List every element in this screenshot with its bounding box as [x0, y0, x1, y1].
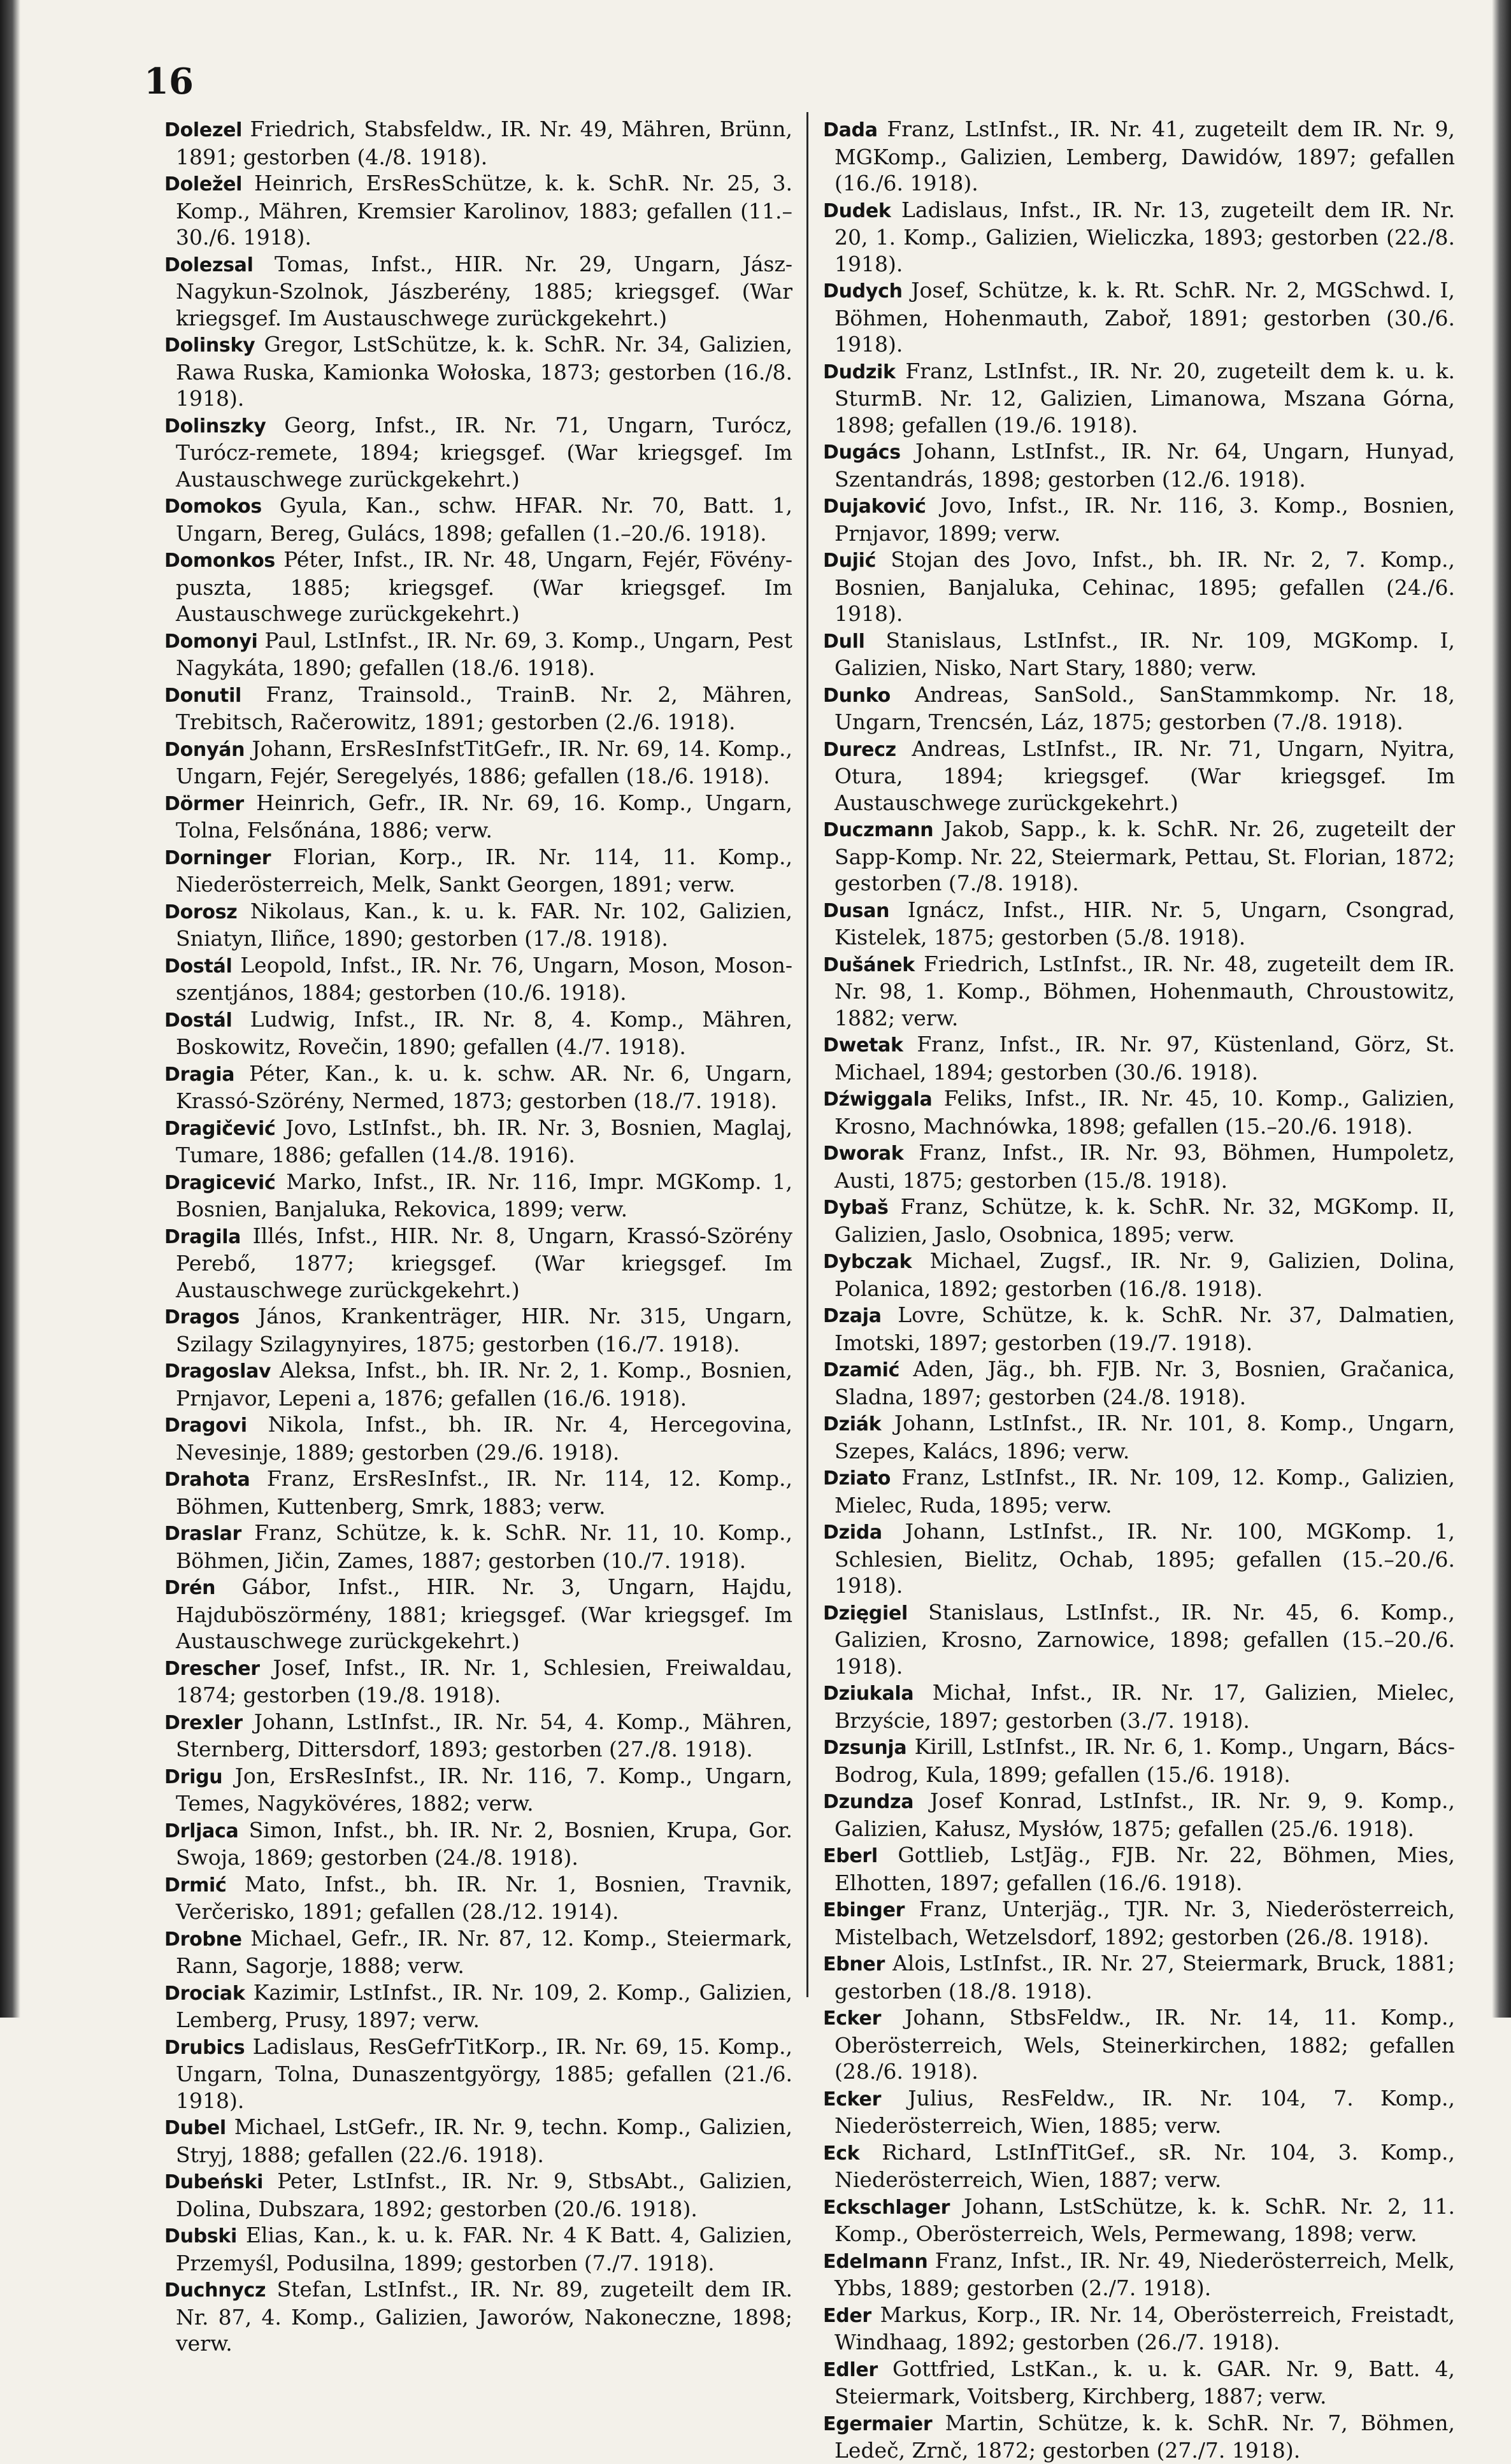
- entry-details: Stanislaus, LstInfst., IR. Nr. 109, MGKomp. I, Galizien, Nisko, Nart Stary, 1880; verw.: [834, 627, 1455, 680]
- surname: Dostál: [164, 1009, 233, 1032]
- surname: Drobne: [164, 1928, 242, 1951]
- entry-details: Stojan des Jovo, Infst., bh. IR. Nr. 2, 7. Komp., Bosnien, Banjaluka, Cehinac, 1895; gefallen (24./6. 1918).: [834, 547, 1455, 626]
- casualty-entry: [823, 116, 1455, 197]
- column-divider: [806, 112, 808, 1997]
- entry-details: Josef Konrad, LstInfst., IR. Nr. 9, 9. Komp., Galizien, Kałusz, Mysłów, 1875; gefallen (25./6. 1918).: [834, 1788, 1455, 1841]
- surname: Dunko: [823, 684, 891, 707]
- entry-details: Stefan, LstInfst., IR. Nr. 89, zugeteilt dem IR. Nr. 87, 4. Komp., Galizien, Jaworów, Nakonecznе, 1898; verw.: [176, 2277, 792, 2356]
- entry-details: Péter, Kan., k. u. k. schw. AR. Nr. 6, Ungarn, Krassó-Szörény, Nermed, 1873; gestorben (18./7. 1918).: [176, 1060, 792, 1113]
- surname: Drljaca: [164, 1820, 239, 1842]
- surname: Dybaš: [823, 1197, 889, 1219]
- casualty-entry: [164, 1871, 792, 1925]
- surname: Duchnycz: [164, 2279, 266, 2302]
- entry-details: Alois, LstInfst., IR. Nr. 27, Steiermark, Bruck, 1881; gestorben (18./8. 1918).: [834, 1951, 1455, 2004]
- casualty-entry: [823, 1599, 1455, 1680]
- entry-details: Franz, Infst., IR. Nr. 49, Niederösterreich, Melk, Ybbs, 1889; gestorben (2./7. 1918).: [834, 2247, 1455, 2300]
- surname: Dzamić: [823, 1359, 900, 1381]
- surname: Drociak: [164, 1982, 245, 2005]
- casualty-entry: [164, 2114, 792, 2168]
- surname: Dudzik: [823, 360, 896, 383]
- casualty-entry: [164, 1574, 792, 1655]
- surname: Dybczak: [823, 1251, 912, 1273]
- entry-details: Heinrich, Gefr., IR. Nr. 69, 16. Komp., Ungarn, Tolna, Felsőnána, 1886; verw.: [176, 790, 792, 843]
- surname: Duczmann: [823, 819, 934, 841]
- casualty-entry: [164, 898, 792, 952]
- casualty-entry: [823, 197, 1455, 278]
- scan-edge-right: [1492, 0, 1511, 2018]
- casualty-entry: [164, 1223, 792, 1304]
- casualty-entry: [164, 251, 792, 332]
- entry-details: Ludwig, Infst., IR. Nr. 8, 4. Komp., Mähren, Boskowitz, Rovečin, 1890; gefallen (4./7. 1918).: [176, 1006, 793, 1059]
- entry-details: Gregor, LstSchütze, k. k. SchR. Nr. 34, Galizien, Rawa Ruska, Kamionka Wołoska, 1873; gestorben (16./8. 1918).: [176, 332, 792, 411]
- surname: Dragičević: [164, 1117, 276, 1140]
- casualty-entry: [164, 1060, 792, 1114]
- casualty-entry: [823, 2302, 1455, 2356]
- casualty-entry: [164, 736, 792, 790]
- casualty-entry: [823, 358, 1455, 439]
- surname: Drubics: [164, 2036, 245, 2059]
- entry-details: Josef, Infst., IR. Nr. 1, Schlesien, Freiwaldau, 1874; gestorben (19./8. 1918).: [176, 1655, 792, 1707]
- casualty-entry: [164, 1520, 792, 1574]
- entry-details: Ladislaus, Infst., IR. Nr. 13, zugeteilt dem IR. Nr. 20, 1. Komp., Galizien, Wieliczka, 1893; gestorben (22./8. 1918).: [834, 197, 1455, 276]
- surname: Dusan: [823, 899, 890, 922]
- casualty-entry: [823, 1896, 1455, 1950]
- surname: Dzida: [823, 1521, 882, 1544]
- casualty-entry: [164, 952, 792, 1006]
- casualty-entry: [823, 1085, 1455, 1139]
- surname: Doležel: [164, 173, 243, 196]
- casualty-entry: [823, 1356, 1455, 1410]
- entry-details: Stanislaus, LstInfst., IR. Nr. 45, 6. Komp., Galizien, Krosno, Zarnowice, 1898; gefallen (15.–20./6. 1918).: [834, 1599, 1455, 1679]
- entry-details: János, Krankenträger, HIR. Nr. 315, Ungarn, Szilagy Szilagynyires, 1875; gestorben (16./7. 1918).: [176, 1304, 793, 1357]
- page-number: 16: [144, 61, 194, 103]
- casualty-entry: [823, 1139, 1455, 1193]
- entry-details: Jovo, LstInfst., bh. IR. Nr. 3, Bosnien, Maglaj, Tumare, 1886; gefallen (14./8. 1916).: [176, 1114, 792, 1167]
- entry-details: Gottfried, LstKan., k. u. k. GAR. Nr. 9, Batt. 4, Steiermark, Voitsberg, Kirchberg, 1887; verw.: [834, 2356, 1455, 2409]
- surname: Dolinszky: [164, 415, 266, 438]
- entry-details: Andreas, LstInfst., IR. Nr. 71, Ungarn, Nyitra, Otura, 1894; kriegsgef. (War kriegsgef. Im Austauschwege zurückgekehrt.): [834, 736, 1455, 815]
- casualty-entry: [823, 627, 1455, 681]
- casualty-entry: [823, 2193, 1455, 2247]
- surname: Drén: [164, 1577, 216, 1599]
- entry-details: Kirill, LstInfst., IR. Nr. 6, 1. Komp., Ungarn, Bács-Bodrog, Kula, 1899; gefallen (15./6. 1918).: [834, 1734, 1455, 1787]
- entry-details: Franz, Trainsold., TrainB. Nr. 2, Mähren, Trebitsch, Račerowitz, 1891; gestorben (2./6. 1918).: [176, 681, 792, 734]
- surname: Dubeński: [164, 2171, 264, 2193]
- entry-details: Johann, LstInfst., IR. Nr. 64, Ungarn, Hunyad, Szentandrás, 1898; gestorben (12./6. 1918).: [834, 439, 1455, 492]
- casualty-entry: [164, 412, 792, 493]
- surname: Dzsunja: [823, 1737, 907, 1759]
- entry-details: Franz, LstInfst., IR. Nr. 41, zugeteilt dem IR. Nr. 9, MGKomp., Galizien, Lemberg, Dawidów, 1897; gefallen (16./6. 1918).: [834, 117, 1455, 196]
- casualty-entry: [164, 331, 792, 412]
- casualty-entry: [823, 1031, 1455, 1085]
- casualty-entry: [823, 1734, 1455, 1788]
- casualty-entry: [164, 170, 792, 251]
- entry-details: Lovre, Schütze, k. k. SchR. Nr. 37, Dalmatien, Imotski, 1897; gestorben (19./7. 1918).: [834, 1302, 1455, 1355]
- surname: Dźwiggala: [823, 1088, 933, 1111]
- surname: Eberl: [823, 1845, 878, 1867]
- surname: Dörmer: [164, 792, 244, 815]
- casualty-entry: [823, 1302, 1455, 1356]
- entry-details: Jovo, Infst., IR. Nr. 116, 3. Komp., Bosnien, Prnjavor, 1899; verw.: [834, 493, 1455, 546]
- entry-details: Nikola, Infst., bh. IR. Nr. 4, Hercegovina, Nevesinje, 1889; gestorben (29./6. 1918).: [176, 1412, 792, 1465]
- entry-details: Kazimir, LstInfst., IR. Nr. 109, 2. Komp., Galizien, Lemberg, Prusy, 1897; verw.: [176, 1979, 792, 2032]
- entry-details: Gábor, Infst., HIR. Nr. 3, Ungarn, Hajdu, Hajduböszörmény, 1881; kriegsgef. (War kriegsgef. Im Austauschwege zurückgekehrt.): [176, 1574, 792, 1653]
- surname: Dudych: [823, 280, 903, 303]
- surname: Domonyi: [164, 630, 258, 653]
- casualty-entry: [164, 1303, 792, 1357]
- casualty-entry: [164, 1169, 792, 1223]
- entry-details: Aleksa, Infst., bh. IR. Nr. 2, 1. Komp., Bosnien, Prnjavor, Lepeni a, 1876; gefallen (16./6. 1918).: [176, 1358, 792, 1411]
- surname: Dworak: [823, 1143, 904, 1165]
- surname: Dragovi: [164, 1414, 247, 1437]
- surname: Dujaković: [823, 495, 926, 518]
- entry-details: Nikolaus, Kan., k. u. k. FAR. Nr. 102, Galizien, Sniatyn, Iliñce, 1890; gestorben (17./8. 1918).: [176, 898, 792, 951]
- entry-details: Julius, ResFeldw., IR. Nr. 104, 7. Komp., Niederösterreich, Wien, 1885; verw.: [834, 2085, 1455, 2138]
- entry-details: Tomas, Infst., HIR. Nr. 29, Ungarn, Jász-Nagykun-Szolnok, Jászberény, 1885; kriegsgef. (War kriegsgef. Im Austauschwege zurückgekehrt.): [176, 251, 792, 331]
- entry-details: Franz, Infst., IR. Nr. 97, Küstenland, Görz, St. Michael, 1894; gestorben (30./6. 1918).: [834, 1032, 1455, 1085]
- surname: Draslar: [164, 1523, 242, 1545]
- scan-edge-left: [0, 0, 20, 2018]
- casualty-entry: [823, 2085, 1455, 2139]
- entry-details: Johann, LstInfst., IR. Nr. 101, 8. Komp., Ungarn, Szepes, Kalács, 1896; verw.: [834, 1411, 1455, 1463]
- casualty-entry: [823, 1679, 1455, 1734]
- casualty-entry: [823, 2004, 1455, 2085]
- casualty-entry: [823, 546, 1455, 627]
- surname: Drmić: [164, 1874, 227, 1897]
- surname: Dorninger: [164, 846, 271, 869]
- surname: Drescher: [164, 1657, 260, 1680]
- casualty-entry: [164, 1357, 792, 1411]
- surname: Dujić: [823, 550, 877, 572]
- casualty-entry: [164, 1763, 792, 1817]
- entry-details: Franz, LstInfst., IR. Nr. 20, zugeteilt dem k. u. k. SturmB. Nr. 12, Galizien, Limanowa, Mszana Górna, 1898; gefallen (19./6. 1918).: [834, 358, 1455, 438]
- surname: Dušánek: [823, 953, 915, 976]
- surname: Dolezsal: [164, 253, 254, 276]
- entry-details: Franz, ErsResInfst., IR. Nr. 114, 12. Komp., Böhmen, Kuttenberg, Smrk, 1883; verw.: [176, 1466, 792, 1519]
- casualty-entry: [164, 844, 792, 898]
- casualty-entry: [164, 1006, 792, 1060]
- surname: Ecker: [823, 2007, 882, 2030]
- surname: Dada: [823, 119, 878, 141]
- casualty-entry: [164, 790, 792, 844]
- entry-details: Marko, Infst., IR. Nr. 116, Impr. MGKomp. 1, Bosnien, Banjaluka, Rekovica, 1899; verw.: [176, 1169, 792, 1221]
- surname: Drahota: [164, 1469, 250, 1491]
- casualty-entry: [164, 492, 792, 546]
- casualty-entry: [164, 2033, 792, 2114]
- surname: Dolinsky: [164, 334, 255, 357]
- surname: Eckschlager: [823, 2196, 950, 2219]
- surname: Dzięgiel: [823, 1602, 908, 1625]
- casualty-entry: [823, 816, 1455, 897]
- entry-details: Ignácz, Infst., HIR. Nr. 5, Ungarn, Csongrad, Kistelek, 1875; gestorben (5./8. 1918).: [834, 897, 1455, 950]
- casualty-entry: [164, 2276, 792, 2357]
- surname: Dziukala: [823, 1683, 914, 1705]
- casualty-entry: [823, 1193, 1455, 1248]
- entry-details: Florian, Korp., IR. Nr. 114, 11. Komp., Niederösterreich, Melk, Sankt Georgen, 1891; verw.: [176, 844, 792, 897]
- surname: Donyán: [164, 738, 245, 761]
- entry-details: Jakob, Sapp., k. k. SchR. Nr. 26, zugeteilt der Sapp-Komp. Nr. 22, Steiermark, Pettau, St. Florian, 1872; gestorben (7./8. 1918).: [834, 816, 1455, 895]
- entry-details: Peter, LstInfst., IR. Nr. 9, StbsAbt., Galizien, Dolina, Dubszara, 1892; gestorben (20./6. 1918).: [176, 2168, 792, 2221]
- surname: Domonkos: [164, 550, 275, 572]
- entry-details: Paul, LstInfst., IR. Nr. 69, 3. Komp., Ungarn, Pest Nagykáta, 1890; gefallen (18./6. 1918).: [176, 627, 792, 680]
- entry-details: Franz, Schütze, k. k. SchR. Nr. 32, MGKomp. II, Galizien, Jaslo, Osobnica, 1895; verw.: [834, 1194, 1455, 1247]
- entry-details: Gottlieb, LstJäg., FJB. Nr. 22, Böhmen, Mies, Elhotten, 1897; gefallen (16./6. 1918).: [834, 1842, 1456, 1895]
- entry-details: Franz, Infst., IR. Nr. 93, Böhmen, Humpoletz, Austi, 1875; gestorben (15./8. 1918).: [834, 1140, 1455, 1193]
- surname: Dolezel: [164, 119, 243, 141]
- entry-details: Aden, Jäg., bh. FJB. Nr. 3, Bosnien, Gračanica, Sladna, 1897; gestorben (24./8. 1918).: [834, 1357, 1455, 1409]
- casualty-entry: [823, 897, 1455, 951]
- entry-details: Johann, LstInfst., IR. Nr. 100, MGKomp. 1, Schlesien, Bielitz, Ochab, 1895; gefallen (15.–20./6. 1918).: [834, 1519, 1455, 1598]
- surname: Dziato: [823, 1467, 891, 1490]
- casualty-entry: [823, 681, 1455, 736]
- entry-details: Martin, Schütze, k. k. SchR. Nr. 7, Böhmen, Ledeč, Zrnč, 1872; gestorben (27./7. 1918).: [834, 2410, 1455, 2463]
- surname: Eck: [823, 2142, 860, 2165]
- entry-details: Josef, Schütze, k. k. Rt. SchR. Nr. 2, MGSchwd. I, Böhmen, Hohenmauth, Zaboř, 1891; gestorben (30./6. 1918).: [834, 278, 1455, 357]
- surname: Dzundza: [823, 1791, 914, 1813]
- surname: Dubel: [164, 2117, 226, 2139]
- entry-details: Michael, Gefr., IR. Nr. 87, 12. Komp., Steiermark, Rann, Sagorje, 1888; verw.: [176, 1925, 792, 1978]
- surname: Ebinger: [823, 1899, 905, 1921]
- casualty-entry: [823, 1950, 1455, 2004]
- surname: Drigu: [164, 1765, 223, 1788]
- entry-details: Mato, Infst., bh. IR. Nr. 1, Bosnien, Travnik, Verčerisko, 1891; gefallen (28./12. 1914).: [176, 1871, 792, 1924]
- entry-details: Johann, LstInfst., IR. Nr. 54, 4. Komp., Mähren, Sternberg, Dittersdorf, 1893; gestorben (27./8. 1918).: [176, 1709, 792, 1762]
- surname: Dudek: [823, 199, 891, 222]
- entry-details: Johann, ErsResInfstTitGefr., IR. Nr. 69, 14. Komp., Ungarn, Fejér, Seregelyés, 1886; gefallen (18./6. 1918).: [176, 736, 792, 788]
- surname: Drexler: [164, 1711, 243, 1734]
- surname: Dorosz: [164, 901, 238, 923]
- surname: Dragos: [164, 1306, 240, 1328]
- entry-details: Markus, Korp., IR. Nr. 14, Oberösterreich, Freistadt, Windhaag, 1892; gestorben (26./7. 1918).: [834, 2302, 1455, 2354]
- casualty-entry: [823, 2356, 1455, 2410]
- entry-details: Heinrich, ErsResSchütze, k. k. SchR. Nr. 25, 3. Komp., Mähren, Kremsier Karolinov, 1883; gefallen (11.–30./6. 1918).: [176, 171, 792, 250]
- casualty-entry: [823, 1464, 1455, 1518]
- entry-details: Elias, Kan., k. u. k. FAR. Nr. 4 K Batt. 4, Galizien, Przemyśl, Podusilna, 1899; gestorben (7./7. 1918).: [176, 2223, 792, 2275]
- surname: Egermaier: [823, 2412, 933, 2435]
- casualty-entry: [823, 277, 1455, 358]
- casualty-entry: [164, 546, 792, 627]
- surname: Dwetak: [823, 1034, 903, 1057]
- casualty-entry: [823, 951, 1455, 1032]
- casualty-entry: [823, 1410, 1455, 1464]
- entry-details: Michał, Infst., IR. Nr. 17, Galizien, Mielec, Brzyście, 1897; gestorben (3./7. 1918).: [834, 1680, 1455, 1733]
- casualty-entry: [823, 2247, 1455, 2302]
- surname: Dzaja: [823, 1305, 882, 1327]
- left-column: [164, 116, 793, 2356]
- entry-details: Jon, ErsResInfst., IR. Nr. 116, 7. Komp., Ungarn, Temes, Nagykövéres, 1882; verw.: [176, 1763, 792, 1816]
- casualty-entry: [164, 1817, 792, 1871]
- entry-details: Illés, Infst., HIR. Nr. 8, Ungarn, Krassó-Szörény Perebő, 1877; kriegsgef. (War kriegsgef. Im Austauschwege zurückgekehrt.): [176, 1223, 792, 1302]
- entry-details: Péter, Infst., IR. Nr. 48, Ungarn, Fejér, Fövény-puszta, 1885; kriegsgef. (War kriegsgef. Im Austauschwege zurückgekehrt.): [176, 547, 792, 626]
- casualty-entry: [823, 1842, 1455, 1896]
- surname: Durecz: [823, 738, 896, 761]
- surname: Dragia: [164, 1063, 235, 1086]
- entry-details: Andreas, SanSold., SanStammkomp. Nr. 18, Ungarn, Trencsén, Láz, 1875; gestorben (7./8. 1918).: [834, 681, 1455, 734]
- casualty-entry: [164, 1465, 792, 1520]
- surname: Dragoslav: [164, 1360, 271, 1383]
- surname: Donutil: [164, 684, 242, 707]
- surname: Dull: [823, 630, 865, 653]
- casualty-entry: [823, 492, 1455, 546]
- surname: Edelmann: [823, 2250, 928, 2273]
- entry-details: Friedrich, Stabsfeldw., IR. Nr. 49, Mähren, Brünn, 1891; gestorben (4./8. 1918).: [176, 117, 792, 169]
- surname: Dragila: [164, 1225, 241, 1248]
- entry-details: Johann, StbsFeldw., IR. Nr. 14, 11. Komp., Oberösterreich, Wels, Steinerkirchen, 1882; gefallen (28./6. 1918).: [834, 2005, 1455, 2084]
- entry-details: Johann, LstSchütze, k. k. SchR. Nr. 2, 11. Komp., Oberösterreich, Wels, Permewang, 1898; verw.: [834, 2193, 1455, 2246]
- entry-details: Gyula, Kan., schw. HFAR. Nr. 70, Batt. 1, Ungarn, Bereg, Gulács, 1898; gefallen (1.–20./6. 1918).: [176, 493, 792, 546]
- casualty-entry: [164, 1114, 792, 1169]
- casualty-entry: [823, 2139, 1455, 2193]
- surname: Dragicević: [164, 1171, 276, 1194]
- casualty-entry: [823, 1518, 1455, 1599]
- entry-details: Richard, LstInfTitGef., sR. Nr. 104, 3. Komp., Niederösterreich, Wien, 1887; verw.: [834, 2139, 1455, 2192]
- entry-details: Leopold, Infst., IR. Nr. 76, Ungarn, Moson, Moson-szentjános, 1884; gestorben (10./6. 1918).: [176, 952, 792, 1005]
- surname: Dubski: [164, 2225, 238, 2247]
- casualty-entry: [823, 438, 1455, 492]
- casualty-entry: [823, 1248, 1455, 1302]
- surname: Eder: [823, 2304, 871, 2327]
- entry-details: Feliks, Infst., IR. Nr. 45, 10. Komp., Galizien, Krosno, Machnówka, 1898; gefallen (15.–20./6. 1918).: [834, 1086, 1455, 1139]
- casualty-entry: [164, 1411, 792, 1465]
- surname: Dugács: [823, 441, 901, 464]
- casualty-entry: [164, 2168, 792, 2222]
- casualty-entry: [164, 627, 792, 681]
- entry-details: Simon, Infst., bh. IR. Nr. 2, Bosnien, Krupa, Gor. Swoja, 1869; gestorben (24./8. 1918).: [176, 1817, 792, 1870]
- casualty-entry: [164, 116, 792, 170]
- entry-details: Franz, Schütze, k. k. SchR. Nr. 11, 10. Komp., Böhmen, Jičin, Zames, 1887; gestorben (10./7. 1918).: [176, 1520, 792, 1573]
- surname: Edler: [823, 2358, 878, 2381]
- surname: Domokos: [164, 495, 262, 518]
- casualty-entry: [164, 1925, 792, 1979]
- surname: Ebner: [823, 1953, 885, 1976]
- entry-details: Franz, Unterjäg., TJR. Nr. 3, Niederösterreich, Mistelbach, Wetzelsdorf, 1892; gestorben (26./8. 1918).: [834, 1897, 1455, 1949]
- casualty-entry: [823, 2410, 1455, 2464]
- casualty-entry: [164, 2222, 792, 2276]
- surname: Dziák: [823, 1413, 882, 1435]
- entry-details: Michael, Zugsf., IR. Nr. 9, Galizien, Dolina, Polanica, 1892; gestorben (16./8. 1918).: [834, 1248, 1455, 1301]
- casualty-entry: [823, 736, 1455, 816]
- right-column: [823, 116, 1456, 2463]
- entry-details: Ladislaus, ResGefrTitKorp., IR. Nr. 69, 15. Komp., Ungarn, Tolna, Dunaszentgyörgy, 1885; gefallen (21./6. 1918).: [176, 2033, 792, 2113]
- entry-details: Michael, LstGefr., IR. Nr. 9, techn. Komp., Galizien, Stryj, 1888; gefallen (22./6. 1918).: [176, 2114, 792, 2167]
- entry-details: Franz, LstInfst., IR. Nr. 109, 12. Komp., Galizien, Mielec, Ruda, 1895; verw.: [834, 1465, 1455, 1518]
- casualty-entry: [164, 681, 792, 736]
- surname: Ecker: [823, 2088, 882, 2111]
- casualty-entry: [164, 1979, 792, 2033]
- surname: Dostál: [164, 955, 233, 978]
- casualty-entry: [164, 1709, 792, 1763]
- entry-details: Georg, Infst., IR. Nr. 71, Ungarn, Turócz, Turócz-remete, 1894; kriegsgef. (War kriegsgef. Im Austauschwege zurückgekehrt.): [176, 412, 792, 492]
- entry-details: Friedrich, LstInfst., IR. Nr. 48, zugeteilt dem IR. Nr. 98, 1. Komp., Böhmen, Hohenmauth, Chroustowitz, 1882; verw.: [834, 951, 1455, 1030]
- casualty-entry: [823, 1788, 1455, 1842]
- casualty-entry: [164, 1655, 792, 1709]
